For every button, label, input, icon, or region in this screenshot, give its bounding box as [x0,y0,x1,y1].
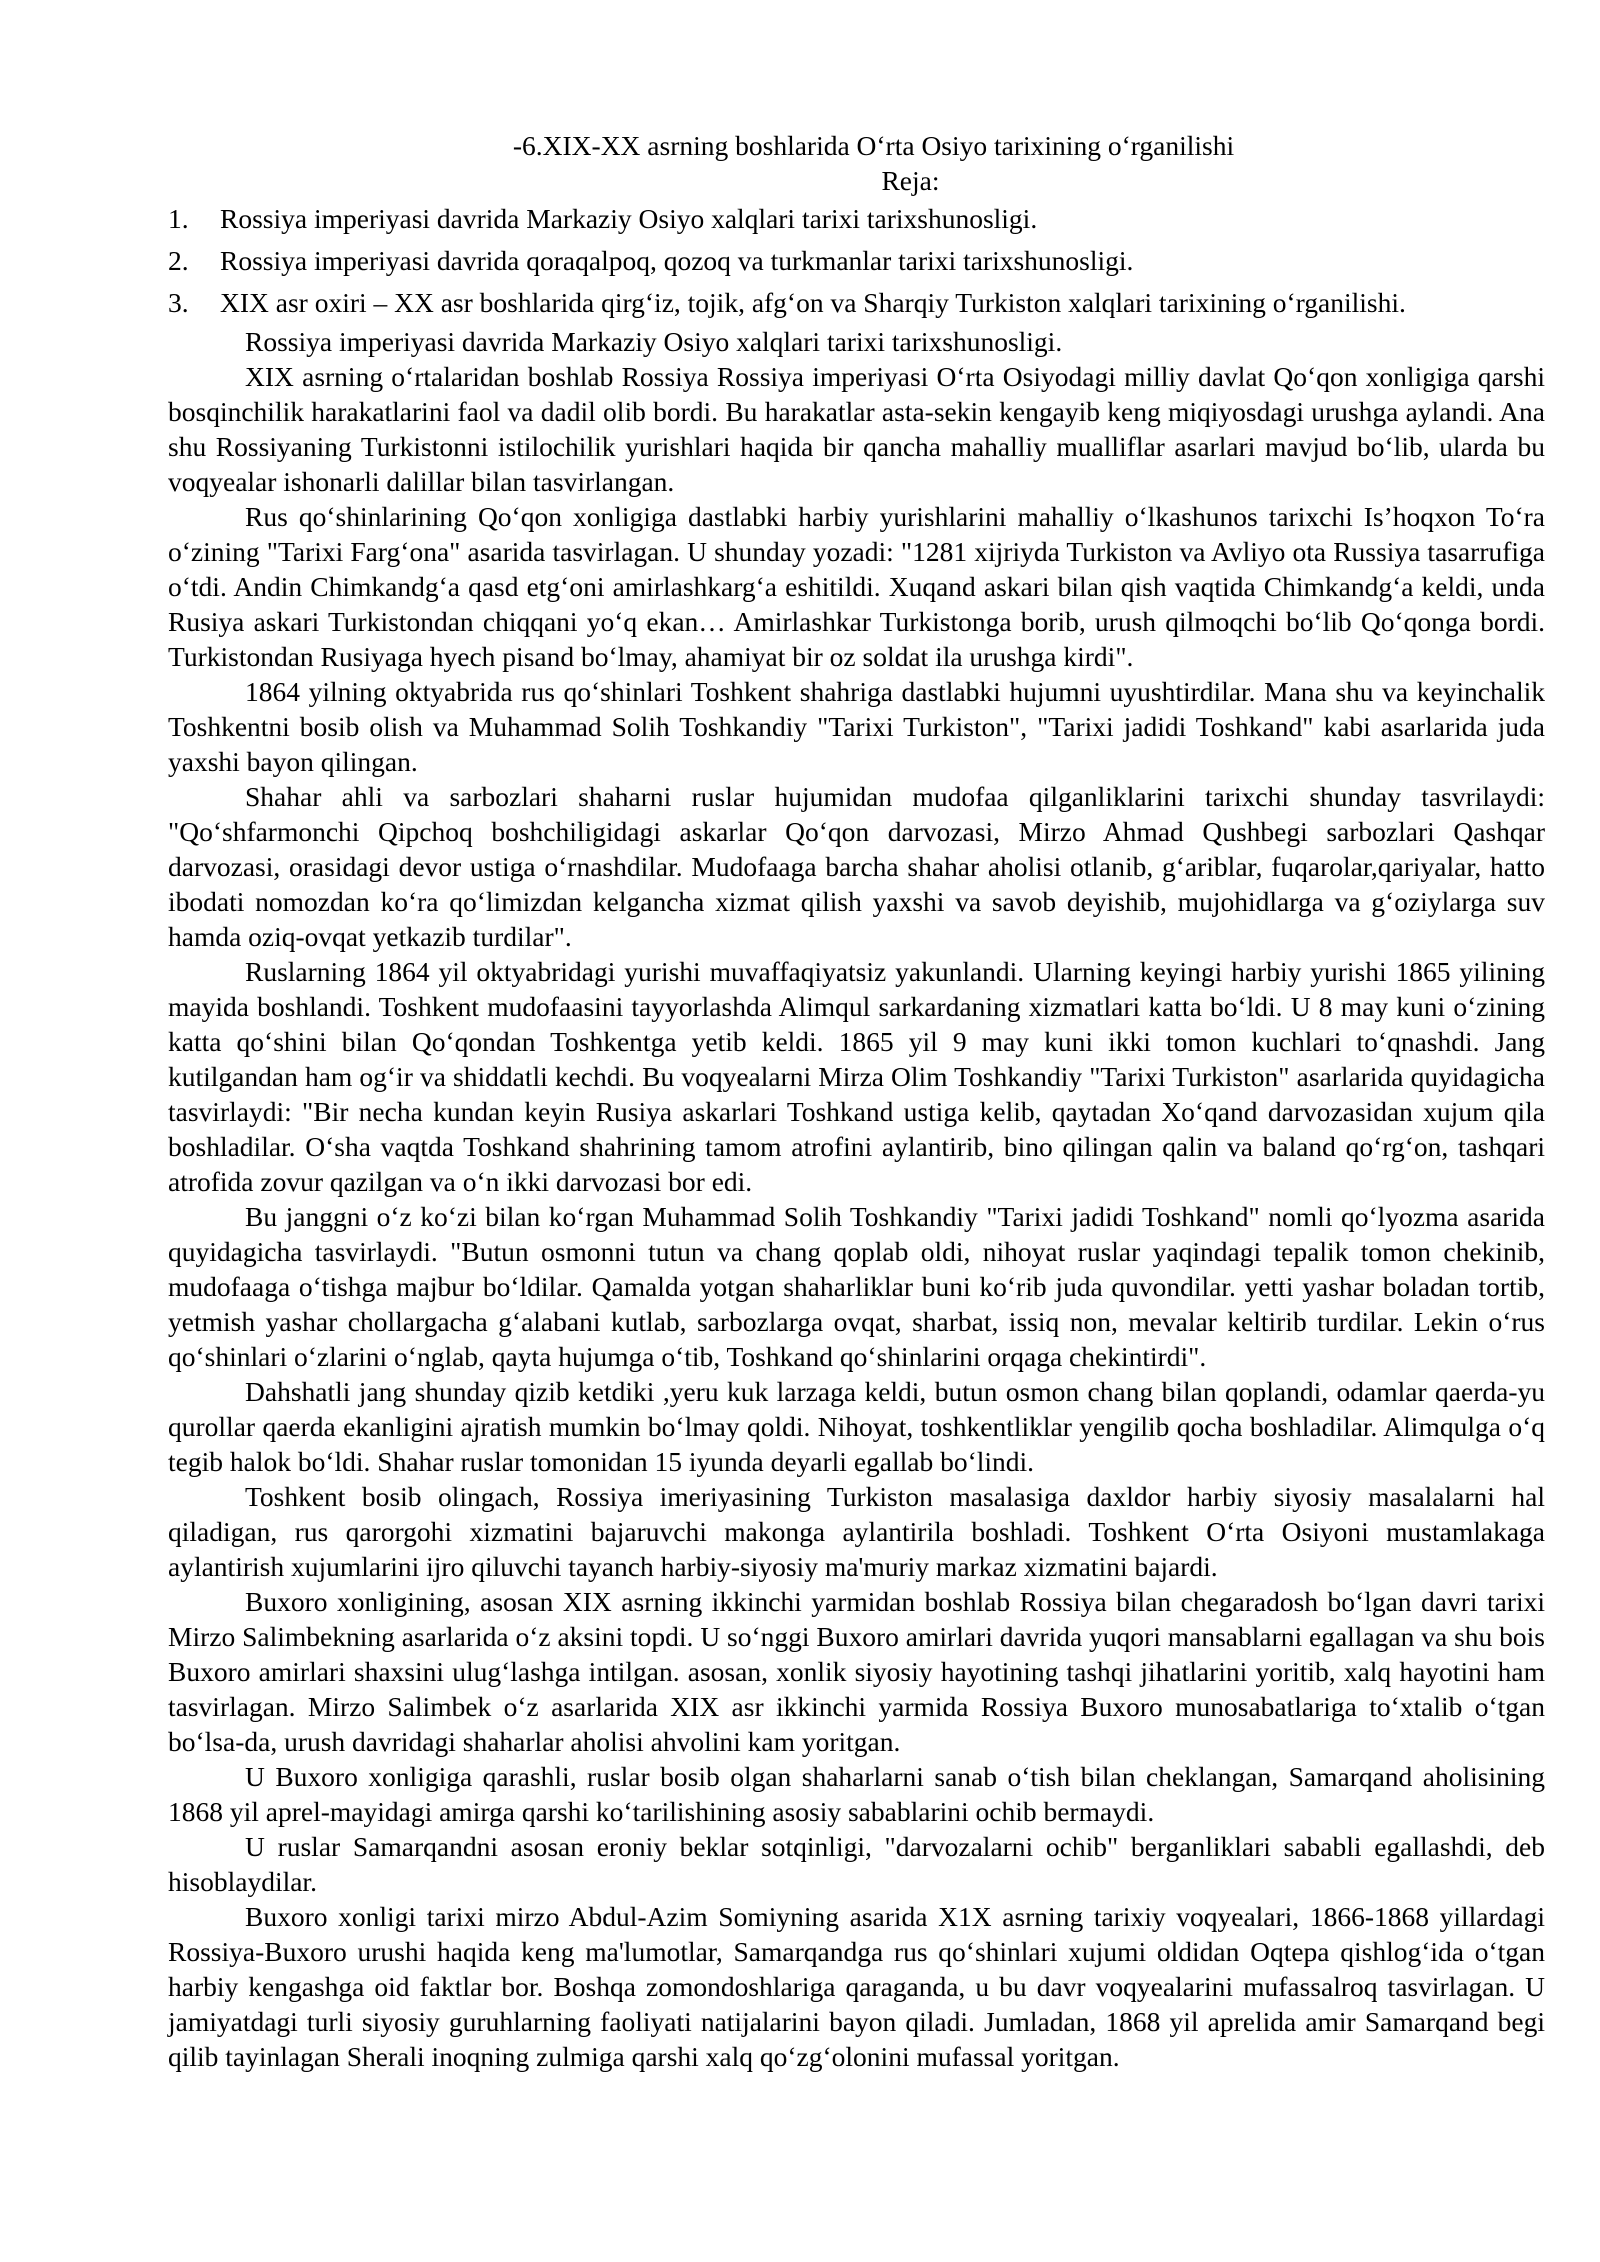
paragraph-3: Rus qo‘shinlarining Qo‘qon xonligiga dastlabki harbiy yurishlarini mahalliy o‘lkashunos tarixchi Is’hoqxon To‘ra o‘zining "Tarixi Farg‘ona" asarida tasvirlagan. U shunday yozadi: "1281 xijriyda Turkiston va Avliyo ota Russiya tasarrufiga o‘tdi. Andin Chimkandg‘a qasd etg‘oni amirlashkarg‘a eshitildi. Xuqand askari bilan qish vaqtida Chimkandg‘a keldi, unda Rusiya askari Turkistondan chiqqani yo‘q ekan… Amirlashkar Turkistonga borib, urush qilmoqchi bo‘lib Qo‘qonga bordi. Turkistondan Rusiyaga hyech pisand bo‘lmay, ahamiyat bir oz soldat ila urushga kirdi". [168,501,1545,672]
list-item-1-text: Rossiya imperiyasi davrida Markaziy Osiyo xalqlari tarixi tarixshunosligi. [220,203,1038,234]
list-item-3-number: 3. [168,287,189,318]
document-title: -6.XIX-XX asrning boshlarida O‘rta Osiyo tarixining o‘rganilishi [512,130,1235,161]
paragraph-2: XIX asrning o‘rtalaridan boshlab Rossiya Rossiya imperiyasi O‘rta Osiyodagi milliy davlat Qo‘qon xonligiga qarshi bosqinchilik harakatlarini faol va dadil olib bordi. Bu harakatlar asta-sekin kengayib keng miqiyosdagi urushga aylandi. Ana shu Rossiyaning Turkistonni istilochilik yurishlari haqida bir qancha mahalliy mualliflar asarlari mavjud bo‘lib, ularda bu voqyealar ishonarli dalillar bilan tasvirlangan. [168,361,1545,497]
list-item-2-text: Rossiya imperiyasi davrida qoraqalpoq, qozoq va turkmanlar tarixi tarixshunosligi. [220,245,1134,276]
list-item-2-number: 2. [168,245,189,276]
paragraph-6: Ruslarning 1864 yil oktyabridagi yurishi muvaffaqiyatsiz yakunlandi. Ularning keyingi harbiy yurishi 1865 yilining mayida boshlandi. Toshkent mudofaasini tayyorlashda Alimqul sarkardaning xizmatlari katta bo‘ldi. U 8 may kuni o‘zining katta qo‘shini bilan Qo‘qondan Toshkentga yetib keldi. 1865 yil 9 may kuni ikki tomon kuchlari to‘qnashdi. Jang kutilgandan ham og‘ir va shiddatli kechdi. Bu voqyealarni Mirza Olim Toshkandiy "Tarixi Turkiston" asarlarida quyidagicha tasvirlaydi: "Bir necha kundan keyin Rusiya askarlari Toshkand ustiga kelib, qaytadan Xo‘qand darvozasidan xujum qila boshladilar. O‘sha vaqtda Toshkand shahrining tamom atrofini aylantirib, bino qilingan qalin va baland qo‘rg‘on, tashqari atrofida zovur qazilgan va o‘n ikki darvozasi bor edi. [168,956,1545,1197]
paragraph-4: 1864 yilning oktyabrida rus qo‘shinlari Toshkent shahriga dastlabki hujumni uyushtirdilar. Mana shu va keyinchalik Toshkentni bosib olish va Muhammad Solih Toshkandiy "Tarixi Turkiston", "Tarixi jadidi Toshkand" kabi asarlarida juda yaxshi bayon qilingan. [168,676,1545,777]
list-item-3 [168,282,1545,324]
paragraph-5: Shahar ahli va sarbozlari shaharni ruslar hujumidan mudofaa qilganliklarini tarixchi shunday tasvrilaydi: "Qo‘shfarmonchi Qipchoq boshchiligidagi askarlar Qo‘qon darvozasi, Mirzo Ahmad Qushbegi sarbozlari Qashqar darvozasi, orasidagi devor ustiga o‘rnashdilar. Mudofaaga barcha shahar aholisi otlanib, g‘ariblar, fuqarolar,qariyalar, hatto ibodati nomozdan ko‘ra qo‘limizdan kelgancha xizmat qilish yaxshi va savob deyishib, mujohidlarga va g‘oziylarga suv hamda oziq-ovqat yetkazib turdilar". [168,781,1545,952]
paragraph-1: Rossiya imperiyasi davrida Markaziy Osiyo xalqlari tarixi tarixshunosligi. [245,326,1063,357]
plan-list [168,198,1545,324]
list-item-2 [168,240,1545,282]
paragraph-8: Dahshatli jang shunday qizib ketdiki ,yeru kuk larzaga keldi, butun osmon chang bilan qoplandi, odamlar qaerda-yu qurollar qaerda ekanligini ajratish mumkin bo‘lmay qoldi. Nihoyat, toshkentliklar yengilib qocha boshladilar. Alimqulga o‘q tegib halok bo‘ldi. Shahar ruslar tomonidan 15 iyunda deyarli egallab bo‘lindi. [168,1376,1545,1477]
paragraph-10: Buxoro xonligining, asosan XIX asrning ikkinchi yarmidan boshlab Rossiya bilan chegaradosh bo‘lgan davri tarixi Mirzo Salimbekning asarlarida o‘z aksini topdi. U so‘nggi Buxoro amirlari davrida yuqori mansablarni egallagan va shu bois Buxoro amirlari shaxsini ulug‘lashga intilgan. asosan, xonlik siyosiy hayotining tashqi jihatlarini yoritib, xalq hayotini ham tasvirlagan. Mirzo Salimbek o‘z asarlarida XIX asr ikkinchi yarmida Rossiya Buxoro munosabatlariga to‘xtalib o‘tgan bo‘lsa-da, urush davridagi shaharlar aholisi ahvolini kam yoritgan. [168,1586,1545,1757]
list-item-1-number: 1. [168,203,189,234]
paragraph-11: U Buxoro xonligiga qarashli, ruslar bosib olgan shaharlarni sanab o‘tish bilan cheklangan, Samarqand aholisining 1868 yil aprel-mayidagi amirga qarshi ko‘tarilishining asosiy sabablarini ochib bermaydi. [168,1761,1545,1827]
list-item-3-text: XIX asr oxiri – XX asr boshlarida qirg‘iz, tojik, afg‘on va Sharqiy Turkiston xalqlari tarixining o‘rganilishi. [220,287,1406,318]
list-item-1 [168,198,1545,240]
document-subtitle: Reja: [881,165,940,196]
paragraph-7: Bu janggni o‘z ko‘zi bilan ko‘rgan Muhammad Solih Toshkandiy "Tarixi jadidi Toshkand" nomli qo‘lyozma asarida quyidagicha tasvirlaydi. "Butun osmonni tutun va chang qoplab oldi, nihoyat ruslar yaqindagi tepalik tomon chekinib, mudofaaga o‘tishga majbur bo‘ldilar. Qamalda yotgan shaharliklar buni ko‘rib juda quvondilar. yetti yashar boladan tortib, yetmish yashar chollargacha g‘alabani kutlab, sarbozlarga ovqat, sharbat, issiq non, mevalar keltirib turdilar. Lekin o‘rus qo‘shinlari o‘zlarini o‘nglab, qayta hujumga o‘tib, Toshkand qo‘shinlarini orqaga chekintirdi". [168,1201,1545,1372]
paragraph-12: U ruslar Samarqandni asosan eroniy beklar sotqinligi, "darvozalarni ochib" berganliklari sababli egallashdi, deb hisoblaydilar. [168,1831,1545,1897]
paragraph-9: Toshkent bosib olingach, Rossiya imeriyasining Turkiston masalasiga daxldor harbiy siyosiy masalalarni hal qiladigan, rus qarorgohi xizmatini bajaruvchi makonga aylantirila boshladi. Toshkent O‘rta Osiyoni mustamlakaga aylantirish xujumlarini ijro qiluvchi tayanch harbiy-siyosiy ma'muriy markaz xizmatini bajardi. [168,1481,1545,1582]
paragraph-13: Buxoro xonligi tarixi mirzo Abdul-Azim Somiyning asarida X1X asrning tarixiy voqyealari, 1866-1868 yillardagi Rossiya-Buxoro urushi haqida keng ma'lumotlar, Samarqandga rus qo‘shinlari xujumi oldidan Oqtepa qishlog‘ida o‘tgan harbiy kengashga oid faktlar bor. Boshqa zomondoshlariga qaraganda, u bu davr voqyealarini mufassalroq tasvirlagan. U jamiyatdagi turli siyosiy guruhlarning faoliyati natijalarini bayon qiladi. Jumladan, 1868 yil aprelida amir Samarqand begi qilib tayinlagan Sherali inoqning zulmiga qarshi xalq qo‘zg‘olonini mufassal yoritgan. [168,1901,1545,2072]
